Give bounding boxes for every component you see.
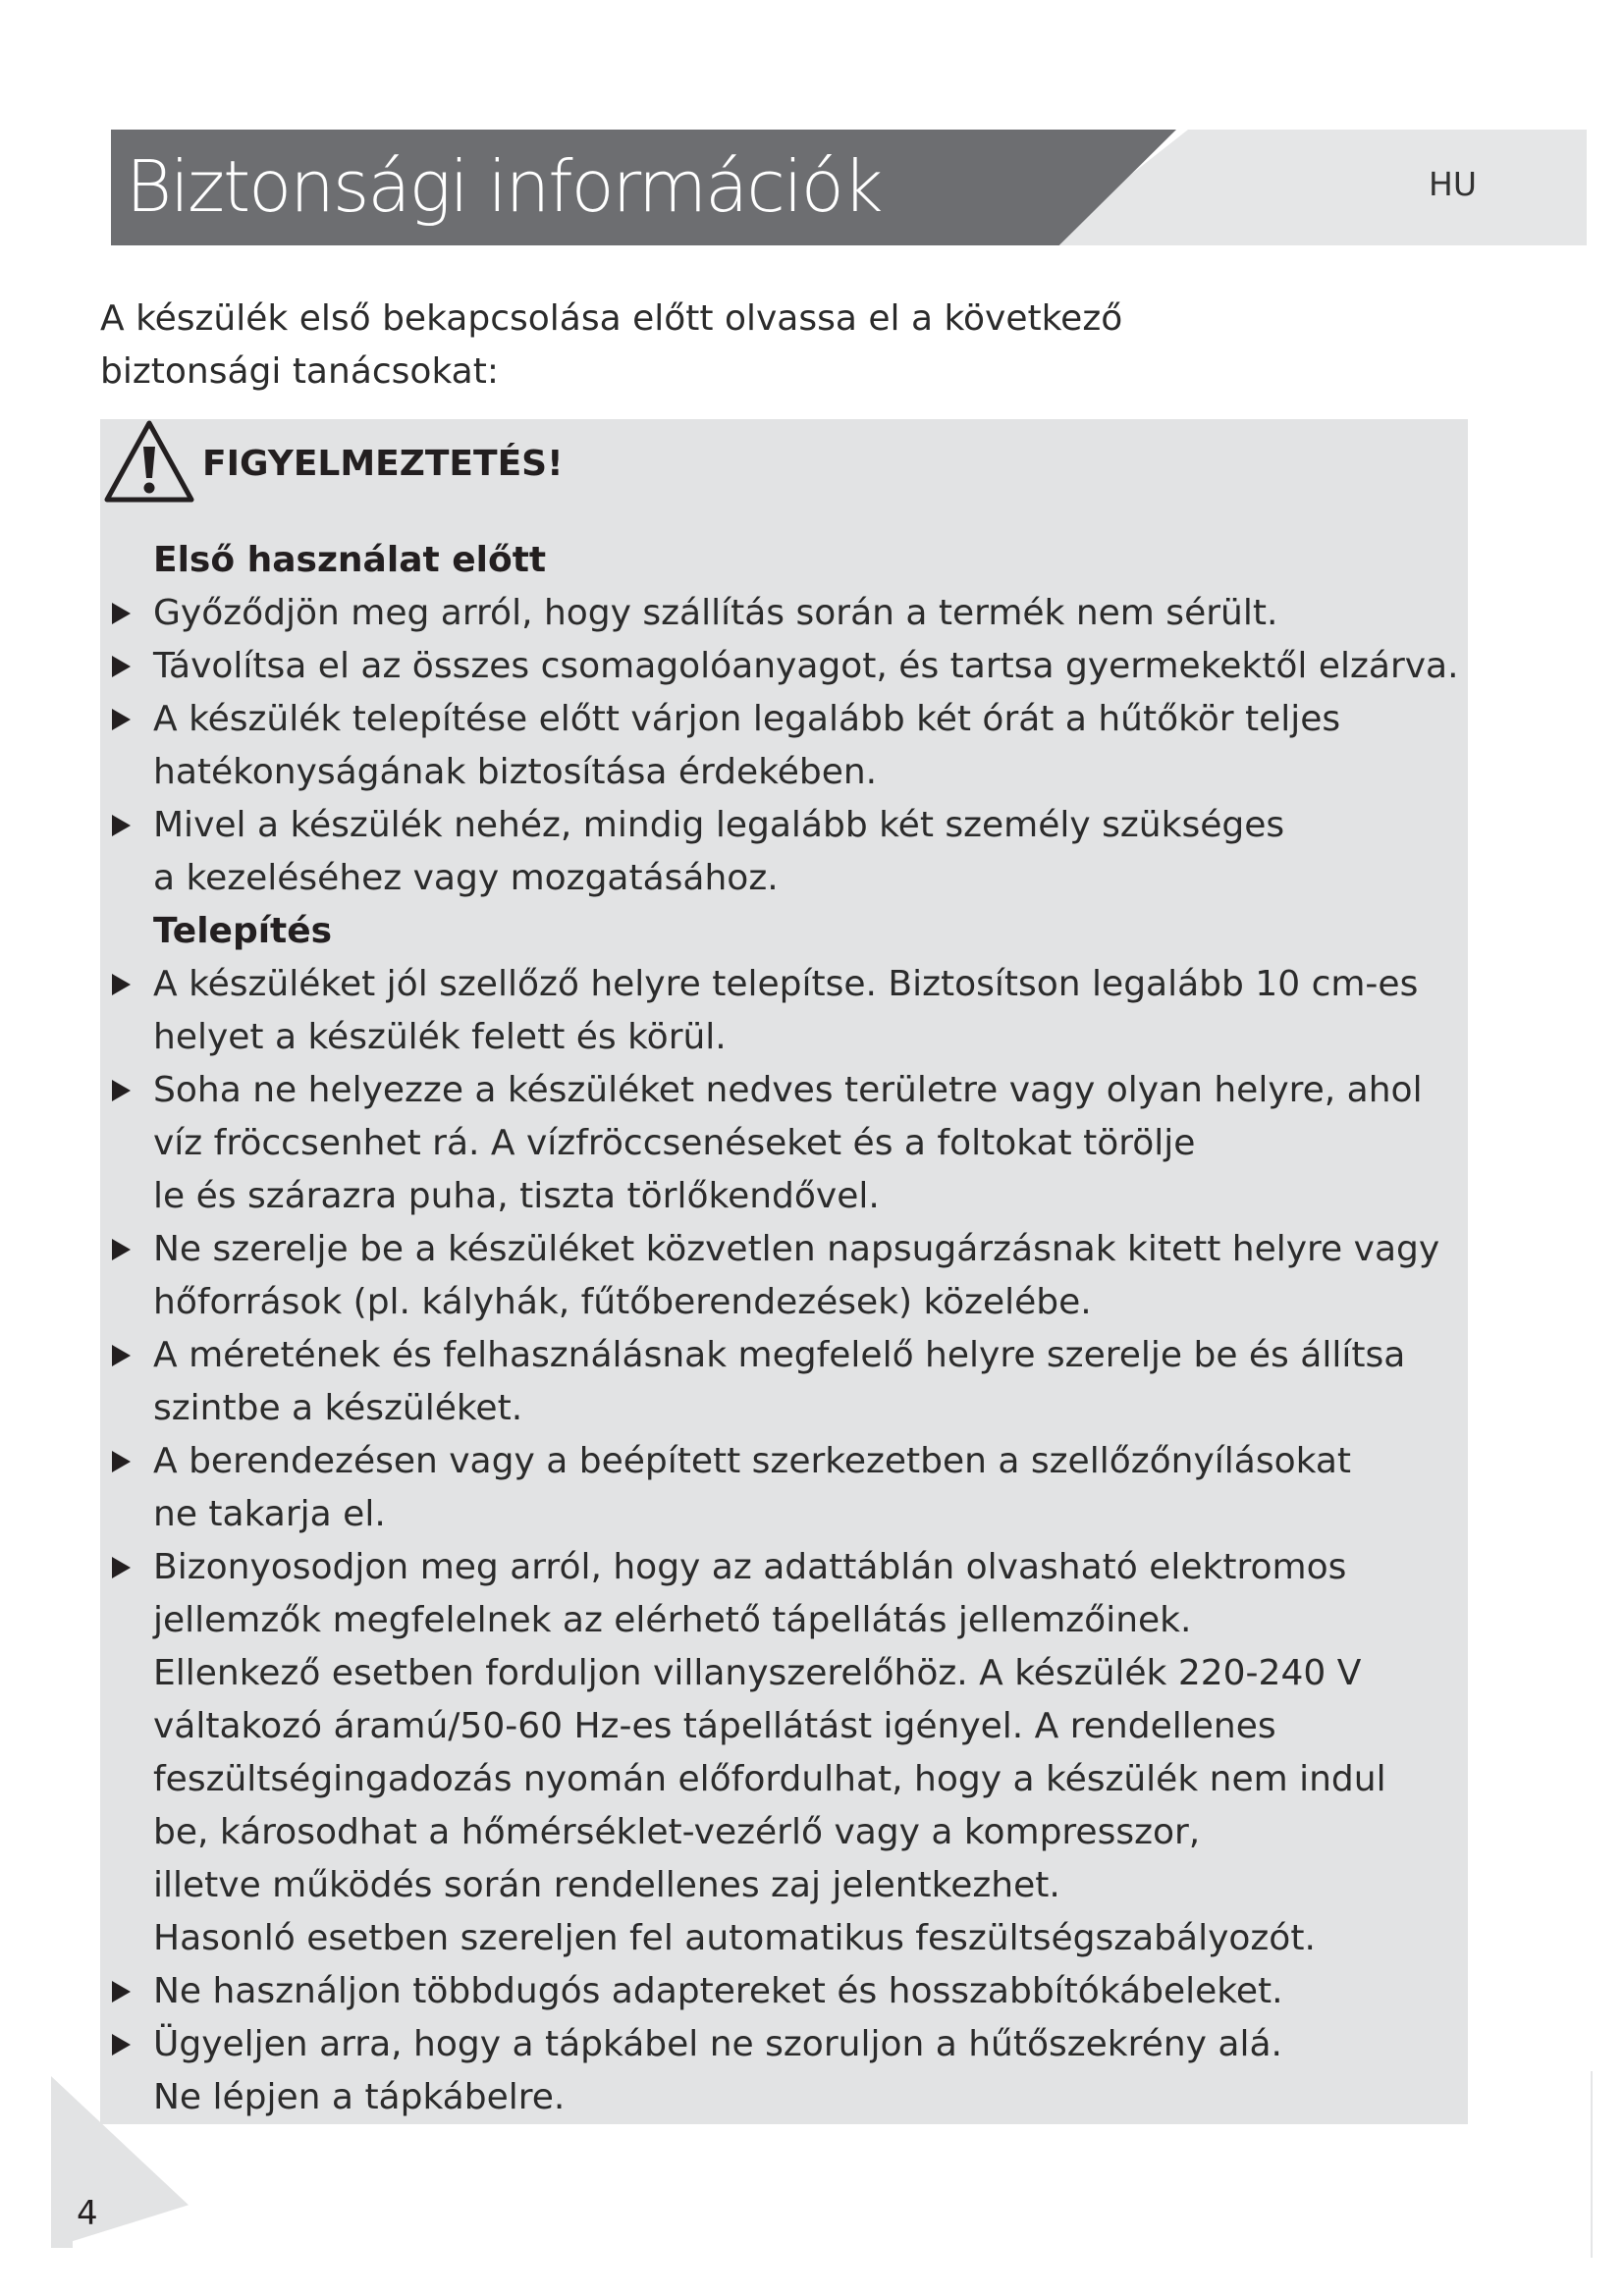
- list-item-line: Győződjön meg arról, hogy szállítás során a termék nem sérült.: [153, 593, 1278, 633]
- margin-line: [1591, 2071, 1593, 2258]
- list-item: [103, 1541, 1460, 1965]
- list-item-line: ne takarja el.: [153, 1494, 386, 1534]
- safety-content: [103, 534, 1460, 2124]
- list-item-line: Mivel a készülék nehéz, mindig legalább két személy szükséges: [153, 805, 1285, 845]
- list-item: [103, 1223, 1460, 1329]
- list-item-line: illetve működés során rendellenes zaj jelentkezhet.: [153, 1865, 1060, 1905]
- language-code: HU: [1429, 165, 1477, 203]
- list-item-line: a kezeléséhez vagy mozgatásához.: [153, 858, 779, 898]
- list-item-line: A készüléket jól szellőző helyre telepítse. Biztosítson legalább 10 cm-es: [153, 964, 1419, 1004]
- list-item-line: Ne szerelje be a készüléket közvetlen napsugárzásnak kitett helyre vagy: [153, 1229, 1440, 1269]
- list-item: [103, 1965, 1460, 2018]
- intro-text: [100, 293, 1278, 399]
- warning-triangle-icon: [102, 417, 196, 506]
- list-item-line: jellemzők megfelelnek az elérhető tápellátás jellemzőinek.: [153, 1600, 1192, 1640]
- list-item: [103, 640, 1460, 693]
- bullet-arrow-icon: [112, 1981, 131, 2002]
- section-heading: Első használat előtt: [153, 540, 547, 580]
- list-item: [103, 1064, 1460, 1223]
- list-item-line: A készülék telepítése előtt várjon legalább két órát a hűtőkör teljes: [153, 699, 1341, 739]
- bullet-arrow-icon: [112, 1345, 131, 1366]
- list-item-line: A berendezésen vagy a beépített szerkezetben a szellőzőnyílásokat: [153, 1441, 1352, 1481]
- list-item: [103, 693, 1460, 799]
- bullet-arrow-icon: [112, 1451, 131, 1472]
- page-title: Biztonsági információk: [126, 145, 882, 228]
- bullet-arrow-icon: [112, 656, 131, 677]
- bullet-arrow-icon: [112, 974, 131, 995]
- list-item-line: be, károsodhat a hőmérséklet-vezérlő vagy a kompresszor,: [153, 1812, 1201, 1852]
- bullet-arrow-icon: [112, 709, 131, 730]
- list-item: [103, 1435, 1460, 1541]
- page-number: 4: [77, 2194, 98, 2233]
- list-item-line: hőforrások (pl. kályhák, fűtőberendezések) közelébe.: [153, 1282, 1092, 1322]
- list-item-line: váltakozó áramú/50-60 Hz-es tápellátást igényel. A rendellenes: [153, 1706, 1276, 1746]
- list-item-line: hatékonyságának biztosítása érdekében.: [153, 752, 878, 792]
- list-item-line: Ellenkező esetben forduljon villanyszerelőhöz. A készülék 220-240 V: [153, 1653, 1362, 1693]
- section-heading: Telepítés: [153, 911, 333, 951]
- list-item-line: feszültségingadozás nyomán előfordulhat, hogy a készülék nem indul: [153, 1759, 1386, 1799]
- bullet-arrow-icon: [112, 1557, 131, 1578]
- list-item: [103, 587, 1460, 640]
- bullet-arrow-icon: [112, 1239, 131, 1260]
- corner-decoration: [51, 2214, 73, 2248]
- list-item-line: Soha ne helyezze a készüléket nedves területre vagy olyan helyre, ahol: [153, 1070, 1423, 1110]
- list-item: [103, 2018, 1460, 2124]
- list-item-line: Ne lépjen a tápkábelre.: [153, 2077, 566, 2117]
- bullet-arrow-icon: [112, 815, 131, 836]
- warning-title: FIGYELMEZTETÉS!: [202, 444, 564, 484]
- intro-line: biztonsági tanácsokat:: [100, 351, 499, 392]
- list-item-line: A méretének és felhasználásnak megfelelő helyre szerelje be és állítsa: [153, 1335, 1406, 1375]
- list-item-line: szintbe a készüléket.: [153, 1388, 523, 1428]
- list-item-line: helyet a készülék felett és körül.: [153, 1017, 727, 1057]
- list-item-line: Bizonyosodjon meg arról, hogy az adattáblán olvasható elektromos: [153, 1547, 1347, 1587]
- intro-line: A készülék első bekapcsolása előtt olvassa el a következő: [100, 298, 1123, 339]
- list-item-line: le és szárazra puha, tiszta törlőkendővel.: [153, 1176, 880, 1216]
- list-item-line: Távolítsa el az összes csomagolóanyagot, és tartsa gyermekektől elzárva.: [153, 646, 1459, 686]
- bullet-arrow-icon: [112, 1080, 131, 1101]
- list-item: [103, 1329, 1460, 1435]
- list-item-line: Ne használjon többdugós adaptereket és hosszabbítókábeleket.: [153, 1971, 1283, 2011]
- list-item: [103, 799, 1460, 905]
- bullet-arrow-icon: [112, 603, 131, 624]
- list-item-line: Hasonló esetben szereljen fel automatikus feszültségszabályozót.: [153, 1918, 1316, 1958]
- bullet-arrow-icon: [112, 2034, 131, 2056]
- list-item-line: víz fröccsenhet rá. A vízfröccsenéseket és a foltokat törölje: [153, 1123, 1196, 1163]
- list-item-line: Ügyeljen arra, hogy a tápkábel ne szoruljon a hűtőszekrény alá.: [153, 2024, 1282, 2064]
- list-item: [103, 958, 1460, 1064]
